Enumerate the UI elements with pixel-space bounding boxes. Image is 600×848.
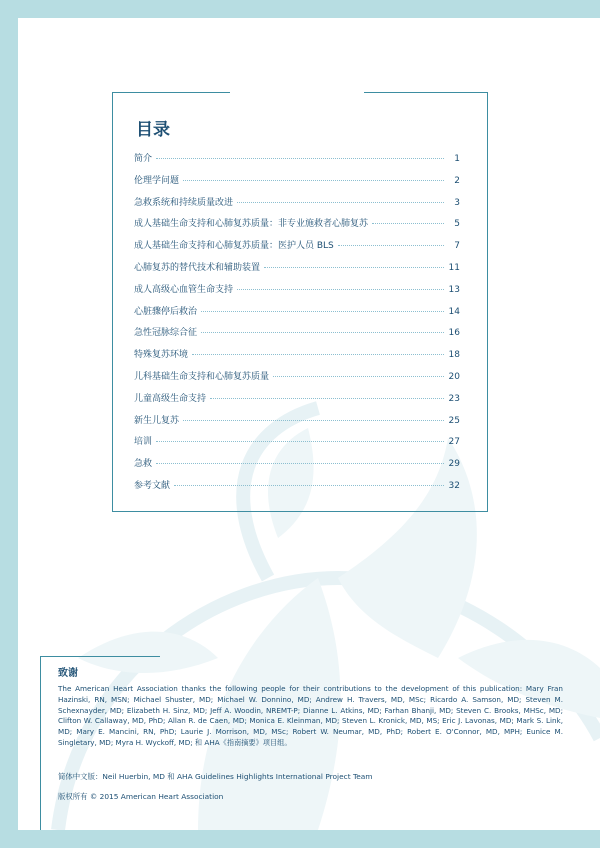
toc-leader-dots — [201, 332, 444, 333]
toc-leader-dots — [201, 311, 444, 312]
toc-leader-dots — [183, 420, 444, 421]
toc-entry-references[interactable] — [134, 478, 460, 500]
ack-chinese-edition: 简体中文版：Neil Huerbin, MD 和 AHA Guidelines Highlights International Project Team — [58, 772, 373, 781]
toc-entry-page: 2 — [454, 175, 460, 186]
toc-entry-page: 20 — [448, 371, 460, 382]
toc-entry-label: 儿童高级生命支持 — [134, 393, 207, 404]
toc-entry-pediatric-bls[interactable] — [134, 369, 460, 391]
toc-leader-dots — [156, 158, 444, 159]
toc-entry-page: 25 — [448, 415, 460, 426]
toc-entry-page: 1 — [454, 154, 460, 164]
toc-entry-label: 急救 — [134, 459, 153, 470]
toc-entry-label: 心肺复苏的替代技术和辅助装置 — [134, 262, 261, 273]
toc-entry-label: 成人基础生命支持和心肺复苏质量：医护人员 BLS — [134, 241, 334, 252]
toc-entry-page: 23 — [448, 393, 460, 404]
ack-body: The American Heart Association thanks the following people for their contributions to the development of this publication: Mary Fran Hazinski, RN, MSN; Michael Shuster, MD; Michael W. Donnino, MD; Andrew H. Travers, MD, MSc; Ricardo A. Samson, MD; Steven M. Schexnayder, MD; Elizabeth H. Sinz, MD; Jeff A. Woodin, NREMT-P; Dianne L. Atkins, MD; Farhan Bhanji, MD; Steven C. Brooks, MHSc, MD; Clifton W. Callaway, MD, PhD; Allan R. de Caen, MD; Monica E. Kleinman, MD; Steven L. Kronick, MD, MS; Eric J. Lavonas, MD; Mark S. Link, MD; Mary E. Mancini, RN, PhD; Laurie J. Morrison, MD, MSc; Robert W. Neumar, MD, PhD; Robert E. O'Connor, MD, MPH; Eunice M. Singletary, MD; Myra H. Wyckoff, MD; 和 AHA《指南摘要》项目组。 — [58, 684, 563, 747]
toc-entry-education[interactable] — [134, 434, 460, 456]
toc-entry-ethics[interactable] — [134, 173, 460, 195]
toc-entry-adult-acls[interactable] — [134, 282, 460, 304]
ack-title: 致谢 — [58, 668, 78, 679]
toc-list — [134, 151, 460, 500]
toc-leader-dots — [183, 180, 444, 181]
toc-entry-page: 14 — [448, 306, 460, 317]
toc-entry-introduction[interactable] — [134, 151, 460, 173]
ack-frame-left — [40, 656, 41, 830]
toc-leader-dots — [264, 267, 444, 268]
toc-entry-page: 13 — [448, 284, 460, 295]
toc-entry-label: 心脏骤停后救治 — [134, 306, 198, 317]
toc-entry-adult-bls-hcp[interactable] — [134, 238, 460, 260]
toc-entry-label: 成人高级心血管生命支持 — [134, 284, 234, 295]
toc-leader-dots — [273, 376, 444, 377]
toc-entry-cpr-alternatives[interactable] — [134, 260, 460, 282]
toc-entry-label: 急救系统和持续质量改进 — [134, 197, 234, 208]
toc-entry-label: 急性冠脉综合征 — [134, 328, 198, 339]
toc-entry-page: 11 — [448, 262, 460, 273]
toc-leader-dots — [156, 441, 444, 442]
toc-entry-page: 29 — [448, 459, 460, 470]
toc-entry-page: 27 — [448, 437, 460, 448]
toc-entry-acs[interactable] — [134, 325, 460, 347]
toc-entry-post-arrest-care[interactable] — [134, 304, 460, 326]
toc-entry-page: 7 — [454, 241, 460, 252]
toc-leader-dots — [338, 245, 444, 246]
bottom-border-band — [0, 830, 600, 848]
toc-entry-page: 18 — [448, 350, 460, 361]
ack-frame-top — [40, 656, 160, 657]
toc-entry-first-aid[interactable] — [134, 456, 460, 478]
toc-entry-adult-bls-lay[interactable] — [134, 216, 460, 238]
toc-leader-dots — [156, 463, 444, 464]
document-page — [18, 18, 600, 830]
toc-entry-label: 伦理学问题 — [134, 175, 180, 186]
toc-entry-neonatal[interactable] — [134, 413, 460, 435]
toc-entry-label: 儿科基础生命支持和心肺复苏质量 — [134, 371, 270, 382]
copyright-notice: 版权所有 © 2015 American Heart Association — [58, 792, 224, 801]
toc-entry-page: 5 — [454, 219, 460, 230]
toc-entry-label: 参考文献 — [134, 480, 171, 491]
toc-leader-dots — [237, 289, 444, 290]
toc-entry-label: 成人基础生命支持和心肺复苏质量：非专业施救者心肺复苏 — [134, 219, 369, 230]
toc-entry-label: 培训 — [134, 437, 153, 448]
toc-entry-page: 32 — [448, 480, 460, 491]
toc-leader-dots — [372, 223, 444, 224]
toc-entry-label: 特殊复苏环境 — [134, 350, 189, 361]
toc-entry-page: 3 — [454, 197, 460, 208]
toc-entry-page: 16 — [448, 328, 460, 339]
toc-entry-special-circumstances[interactable] — [134, 347, 460, 369]
toc-leader-dots — [237, 202, 444, 203]
toc-entry-ems-quality[interactable] — [134, 195, 460, 217]
toc-leader-dots — [174, 485, 444, 486]
toc-entry-label: 简介 — [134, 154, 153, 164]
toc-leader-dots — [210, 398, 444, 399]
toc-entry-label: 新生儿复苏 — [134, 415, 180, 426]
toc-entry-pals[interactable] — [134, 391, 460, 413]
toc-leader-dots — [192, 354, 444, 355]
toc-title: 目录 — [136, 120, 170, 140]
